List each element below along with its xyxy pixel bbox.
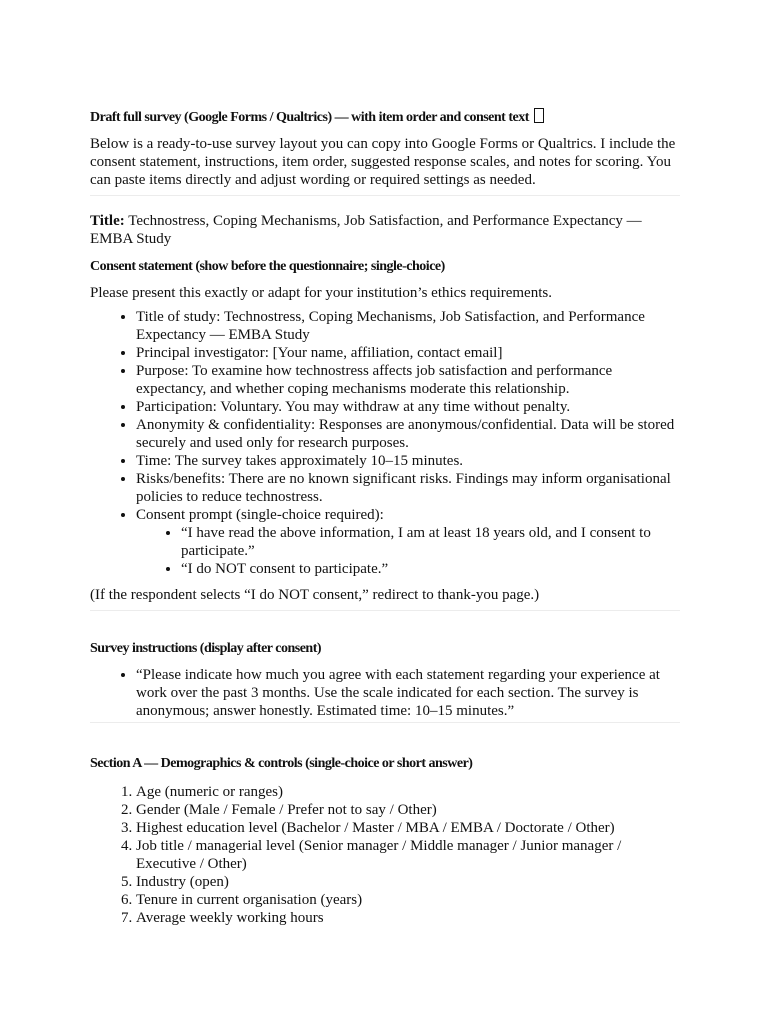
divider-3 (90, 722, 680, 723)
section-a-item-hours: 7. Average weekly working hours (136, 909, 680, 927)
consent-item-time: • Time: The survey takes approximately 10–15 minutes. (136, 452, 680, 470)
study-title-line (90, 212, 680, 248)
section-a-list (90, 783, 680, 927)
consent-item-risks: • Risks/benefits: There are no known significant risks. Findings may inform organisational policies to reduce technostress. (136, 470, 680, 506)
consent-list (90, 308, 680, 578)
consent-prompt-text: Consent prompt (single-choice required): (136, 507, 384, 523)
document-body (90, 108, 680, 927)
intro-paragraph: Below is a ready-to-use survey layout you can copy into Google Forms or Qualtrics. I include the consent statement, instructions, item order, suggested response scales, and notes for scoring. You can paste items directly and adjust wording or required settings as needed. (90, 136, 676, 188)
consent-option-decline: • “I do NOT consent to participate.” (181, 560, 680, 578)
consent-item-purpose: • Purpose: To examine how technostress affects job satisfaction and performance expectancy, and whether coping mechanisms moderate this relationship. (136, 362, 680, 398)
section-a-heading: Section A — Demographics & controls (single-choice or short answer) (90, 756, 473, 771)
consent-item-title: • Title of study: Technostress, Coping Mechanisms, Job Satisfaction, and Performance Expectancy — EMBA Study (136, 308, 680, 344)
consent-heading: Consent statement (show before the questionnaire; single-choice) (90, 259, 445, 274)
document-heading (90, 108, 680, 127)
consent-option-agree: • “I have read the above information, I am at least 18 years old, and I consent to participate.” (181, 524, 680, 560)
instructions-item: • “Please indicate how much you agree with each statement regarding your experience at work over the past 3 months. Use the scale indicated for each section. The survey is anonymous; answer honestly. Estimated time: 10–15 minutes.” (136, 666, 680, 720)
section-a-item-age: 1. Age (numeric or ranges) (136, 783, 680, 801)
consent-item-investigator: • Principal investigator: [Your name, affiliation, contact email] (136, 344, 680, 362)
instructions-heading: Survey instructions (display after consent) (90, 641, 322, 656)
missing-glyph-icon (534, 108, 544, 123)
consent-item-prompt (136, 506, 680, 578)
redirect-note: (If the respondent selects “I do NOT consent,” redirect to thank-you page.) (90, 587, 540, 603)
instructions-list (90, 666, 680, 720)
consent-intro: Please present this exactly or adapt for your institution’s ethics requirements. (90, 285, 552, 301)
section-a-item-education: 3. Highest education level (Bachelor / Master / MBA / EMBA / Doctorate / Other) (136, 819, 680, 837)
section-a-item-industry: 5. Industry (open) (136, 873, 680, 891)
study-title-label: Title: (90, 213, 125, 229)
section-a-item-tenure: 6. Tenure in current organisation (years) (136, 891, 680, 909)
consent-item-anonymity: • Anonymity & confidentiality: Responses are anonymous/confidential. Data will be stored securely and used only for research purposes. (136, 416, 680, 452)
section-a-item-job-title: 4. Job title / managerial level (Senior manager / Middle manager / Junior manager / Executive / Other) (136, 837, 680, 873)
divider-2 (90, 610, 680, 611)
study-title-text: Technostress, Coping Mechanisms, Job Satisfaction, and Performance Expectancy — EMBA Study (90, 213, 642, 247)
consent-item-participation: • Participation: Voluntary. You may withdraw at any time without penalty. (136, 398, 680, 416)
document-heading-text: Draft full survey (Google Forms / Qualtrics) — with item order and consent text (90, 110, 529, 125)
divider-1 (90, 195, 680, 196)
section-a-item-gender: 2. Gender (Male / Female / Prefer not to say / Other) (136, 801, 680, 819)
consent-options-list (136, 524, 680, 578)
